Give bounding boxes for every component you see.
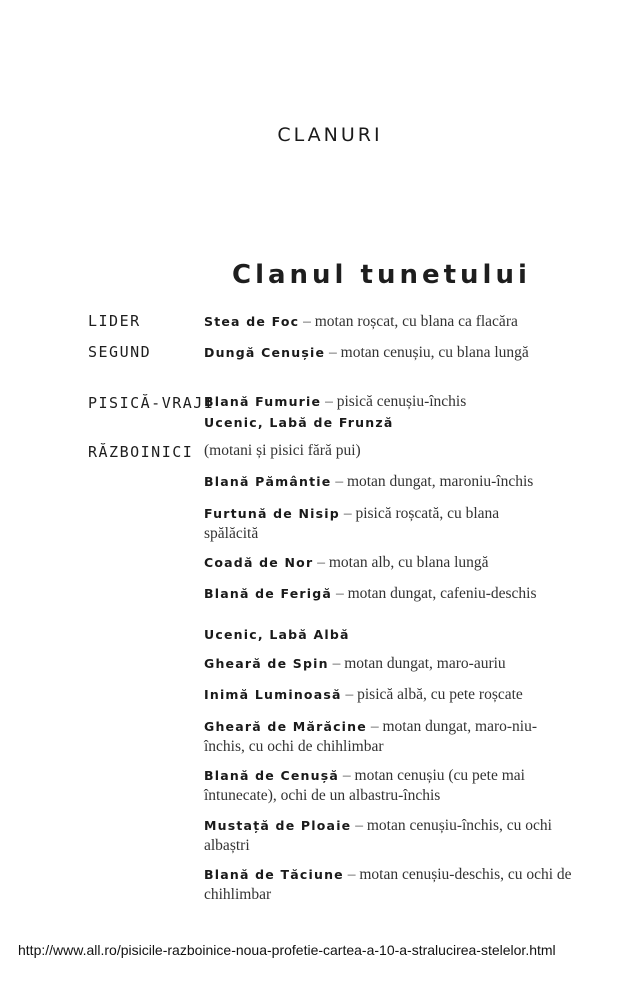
entry-warrior <box>204 816 569 856</box>
separator: – <box>370 718 379 735</box>
separator: – <box>329 344 337 361</box>
separator: – <box>335 585 344 602</box>
entry-warrior <box>204 717 564 757</box>
cat-name: Furtună de Nisip <box>204 506 340 521</box>
section-label-warriors: RĂZBOINICI <box>88 443 194 461</box>
cat-name: Blană Pământie <box>204 474 332 489</box>
separator: – <box>317 554 325 571</box>
cat-name: Blană de Tăciune <box>204 867 344 882</box>
entry-warrior <box>204 504 549 544</box>
entry-warrior <box>204 685 584 705</box>
separator: – <box>332 655 341 672</box>
entry-deputy <box>204 343 544 363</box>
section-label-leader: LIDER <box>88 312 141 330</box>
cat-description: motan dungat, maroniu-închis <box>346 473 534 490</box>
source-link[interactable]: http://www.all.ro/pisicile-razboinice-noua-profetie-cartea-a-10-a-stralucirea-stelelor.html <box>18 942 556 958</box>
cat-description: motan cenușiu-deschis, cu ochi de chihlimbar <box>204 866 572 903</box>
cat-name: Gheară de Mărăcine <box>204 719 367 734</box>
separator: – <box>355 817 363 834</box>
cat-description: motan dungat, maro-auriu <box>344 655 506 672</box>
entry-warrior <box>204 865 574 905</box>
cat-description: motan alb, cu blana lungă <box>328 554 489 571</box>
separator: – <box>325 393 333 410</box>
cat-name: Blană de Ferigă <box>204 586 333 601</box>
cat-description: motan cenușiu-închis, cu ochi albaștri <box>204 817 552 854</box>
cat-name: Mustață de Ploaie <box>204 818 352 833</box>
cat-name: Inimă Luminoasă <box>204 687 342 702</box>
separator: – <box>347 866 356 883</box>
entry-warrior <box>204 553 584 573</box>
entry-warrior <box>204 584 549 604</box>
separator: – <box>303 313 311 330</box>
separator: – <box>345 686 354 703</box>
cat-description: motan dungat, cafeniu-deschis <box>347 585 537 602</box>
apprentice-name: Ucenic, Labă Albă <box>204 627 350 642</box>
section-label-deputy: SEGUND <box>88 343 152 361</box>
cat-description: pisică cenușiu-închis <box>336 393 467 410</box>
cat-name: Blană de Cenușă <box>204 768 340 783</box>
entry-warrior <box>204 472 584 492</box>
entry-warrior-apprentice <box>204 625 584 645</box>
cat-description: motan cenușiu, cu blana lungă <box>340 344 529 361</box>
cat-description: motan dungat, maro-niu-închis, cu ochi de chihlimbar <box>204 718 537 755</box>
cat-name: Coadă de Nor <box>204 555 314 570</box>
section-label-medicine-cat: PISICĂ-VRAJI <box>88 394 215 412</box>
cat-name: Blană Fumurie <box>204 394 322 409</box>
cat-name: Stea de Foc <box>204 314 300 329</box>
separator: – <box>335 473 344 490</box>
separator: – <box>343 505 352 522</box>
clan-title: Clanul tunetului <box>232 260 531 290</box>
entry-warrior <box>204 654 584 674</box>
apprentice-name: Ucenic, Labă de Frunză <box>204 415 394 430</box>
warriors-note <box>204 441 584 461</box>
cat-description: pisică albă, cu pete roșcate <box>357 686 523 703</box>
entry-warrior <box>204 766 549 806</box>
entry-medicine-cat <box>204 392 584 412</box>
entry-medicine-apprentice <box>204 413 584 433</box>
cat-name: Gheară de Spin <box>204 656 329 671</box>
cat-description: pisică roșcată, cu blana spălăcită <box>204 505 500 542</box>
cat-description: motan cenușiu (cu pete mai întunecate), ochi de un albastru-închis <box>204 767 525 804</box>
cat-name: Dungă Cenușie <box>204 345 326 360</box>
warriors-note-text: (motani și pisici fără pui) <box>204 442 361 459</box>
separator: – <box>342 767 351 784</box>
page-title: CLANURI <box>277 124 383 146</box>
cat-description: motan roșcat, cu blana ca flacăra <box>314 313 518 330</box>
entry-leader <box>204 312 584 332</box>
